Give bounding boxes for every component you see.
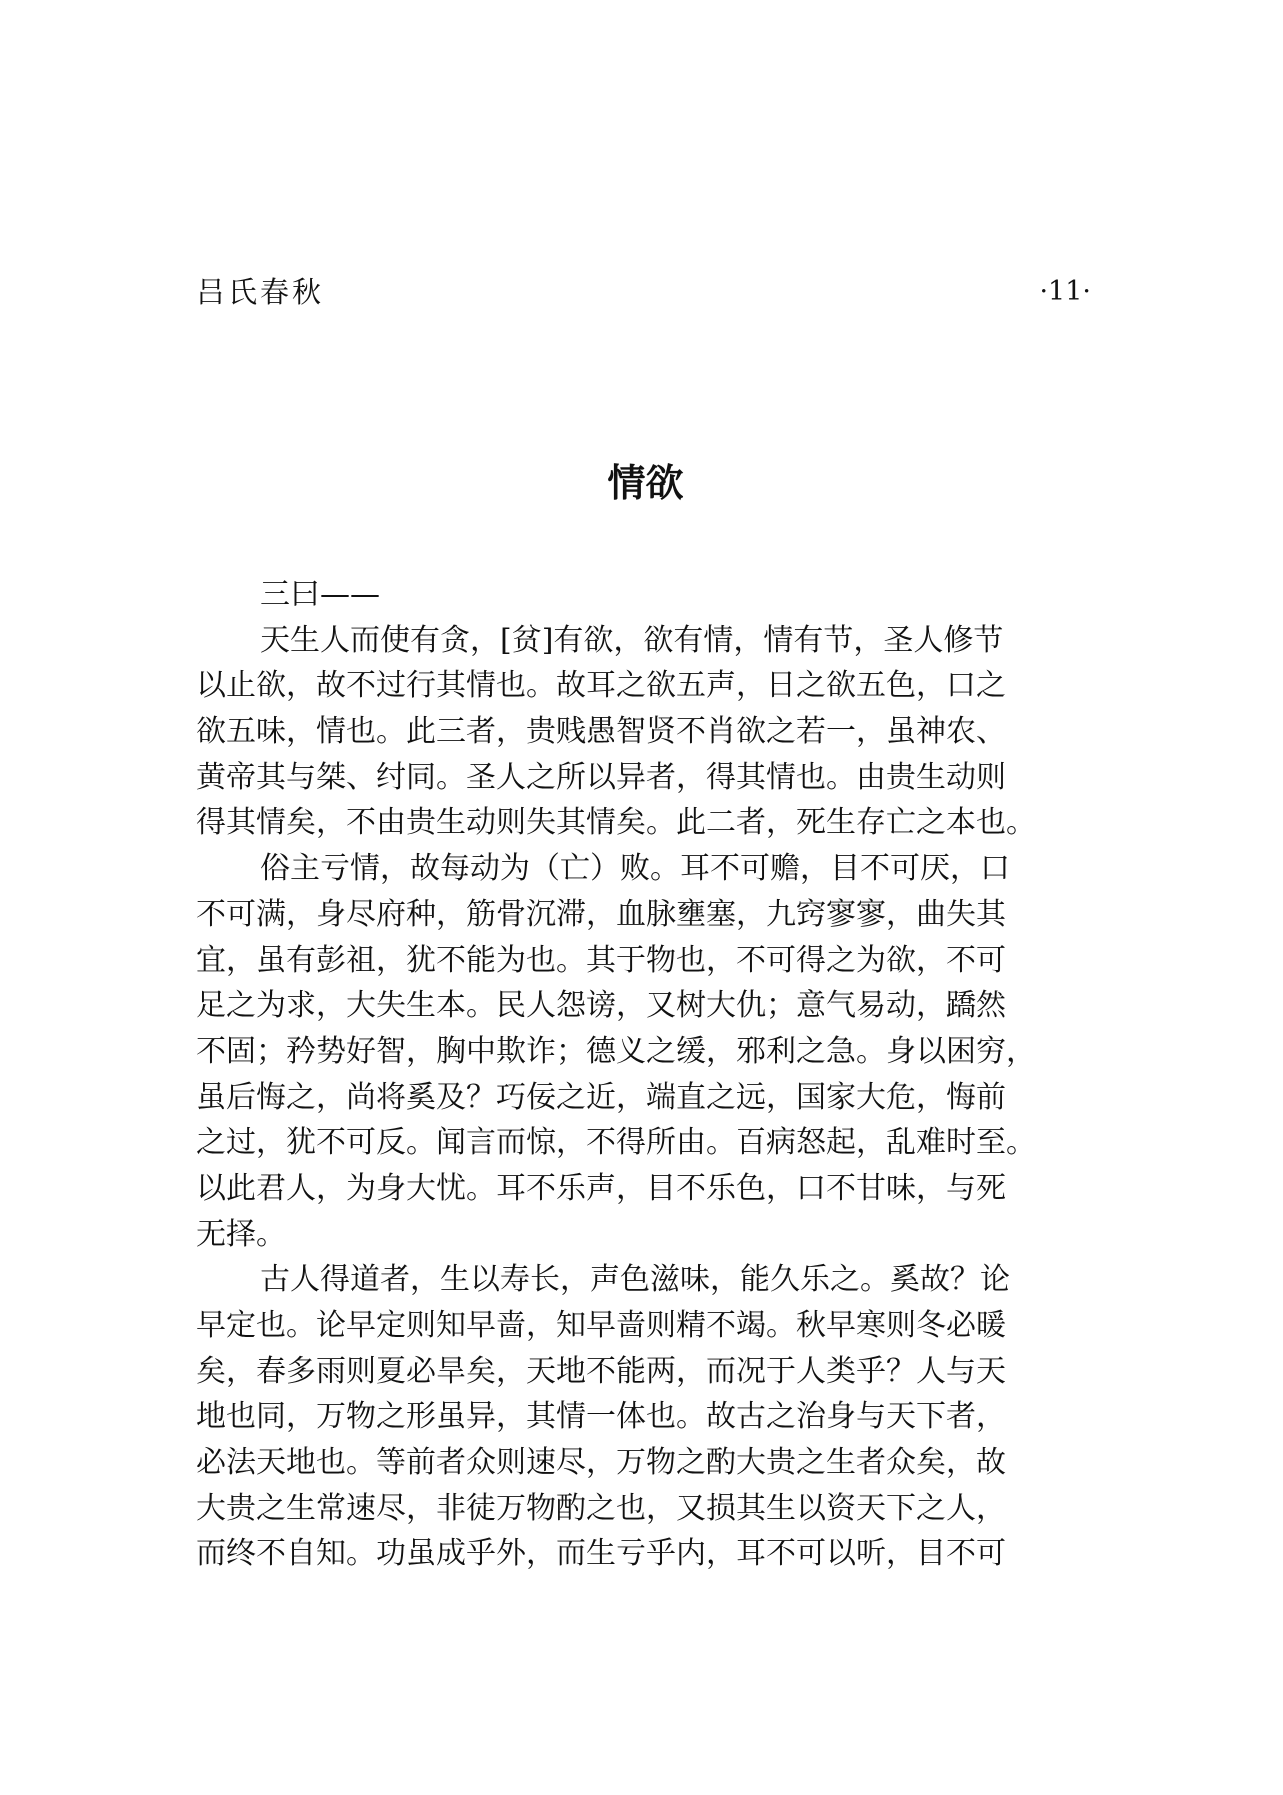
text-line: 不可满，身尽府种，筋骨沉滞，血脉壅塞，九窍寥寥，曲失其 — [196, 896, 1006, 932]
text-line: 而终不自知。功虽成乎外，而生亏乎内，耳不可以听，目不可 — [196, 1536, 1006, 1572]
text-line: 天生人而使有贪，[贫]有欲，欲有情，情有节，圣人修节 — [260, 622, 1004, 658]
text-line: 之过，犹不可反。闻言而惊，不得所由。百病怒起，乱难时至。 — [196, 1125, 1036, 1161]
text-line: 虽后悔之，尚将奚及？巧佞之近，端直之远，国家大危，悔前 — [196, 1079, 1006, 1115]
book-title: 吕氏春秋 — [196, 275, 325, 309]
chapter-title: 情欲 — [607, 461, 684, 505]
text-line: 俗主亏情，故每动为（亡）败。耳不可赡，目不可厌，口 — [260, 851, 1010, 887]
page-number: ·11· — [1039, 276, 1091, 307]
text-line: 必法天地也。等前者众则速尽，万物之酌大贵之生者众矣，故 — [196, 1445, 1006, 1481]
text-line: 早定也。论早定则知早啬，知早啬则精不竭。秋早寒则冬必暖 — [196, 1308, 1006, 1343]
text-line: 古人得道者，生以寿长，声色滋味，能久乐之。奚故？论 — [260, 1262, 1010, 1298]
text-line: 欲五味，情也。此三者，贵贱愚智贤不肖欲之若一，虽神农、 — [196, 714, 1006, 750]
text-line: 大贵之生常速尽，非徒万物酌之也，又损其生以资天下之人， — [196, 1490, 1006, 1526]
text-line: 宜，虽有彭祖，犹不能为也。其于物也，不可得之为欲，不可 — [196, 942, 1006, 978]
text-line: 三曰—— — [260, 577, 380, 612]
text-line: 地也同，万物之形虽异，其情一体也。故古之治身与天下者， — [196, 1399, 1006, 1435]
text-line: 以此君人，为身大忧。耳不乐声，目不乐色，口不甘味，与死 — [196, 1170, 1006, 1206]
text-line: 以止欲，故不过行其情也。故耳之欲五声，日之欲五色，口之 — [196, 668, 1006, 704]
text-line: 足之为求，大失生本。民人怨谤，又树大仇；意气易动，蹻然 — [196, 988, 1006, 1024]
text-line: 无择。 — [196, 1216, 286, 1252]
text-line: 黄帝其与桀、纣同。圣人之所以异者，得其情也。由贵生动则 — [196, 759, 1006, 795]
running-header — [196, 270, 1091, 314]
text-line: 不固；矜势好智，胸中欺诈；德义之缓，邪利之急。身以困穷， — [196, 1033, 1036, 1069]
text-line: 得其情矣，不由贵生动则失其情矣。此二者，死生存亡之本也。 — [196, 805, 1036, 841]
text-line: 矣，春多雨则夏必旱矣，天地不能两，而况于人类乎？人与天 — [196, 1353, 1006, 1389]
body-text — [196, 572, 1096, 1577]
